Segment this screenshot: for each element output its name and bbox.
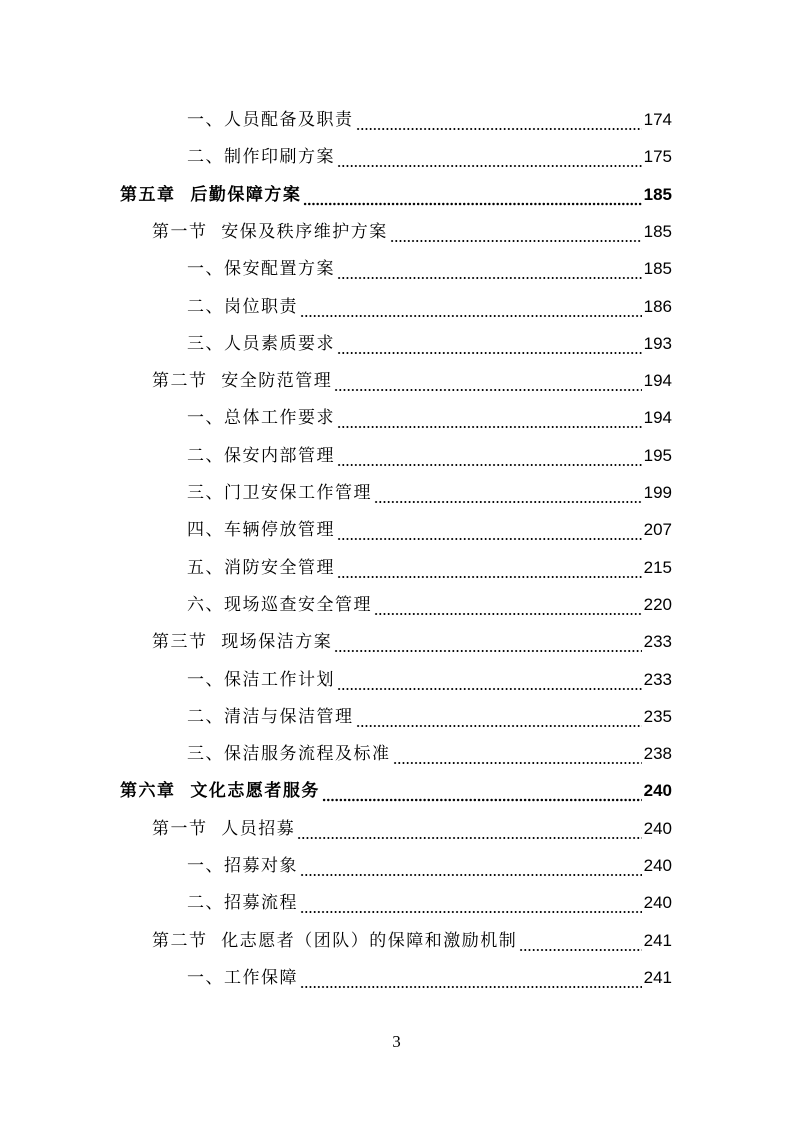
- toc-entry-title: 一、工作保障: [187, 967, 298, 988]
- toc-entry-page: 215: [643, 557, 672, 577]
- toc-entry-title: 四、车辆停放管理: [187, 520, 335, 541]
- dot-leader: [374, 482, 642, 504]
- toc-entry-item[interactable]: [187, 853, 672, 877]
- toc-entry-title: 第二节 化志愿者（团队）的保障和激励机制: [152, 930, 518, 951]
- dot-leader: [356, 109, 642, 131]
- toc-entry-page: 193: [643, 333, 672, 353]
- toc-entry-page: 207: [643, 520, 672, 540]
- toc-entry-title: 第二节 安全防范管理: [152, 371, 333, 392]
- toc-entry-title: 五、消防安全管理: [187, 557, 335, 578]
- dot-leader: [337, 258, 642, 280]
- toc-entry-page: 238: [643, 744, 672, 764]
- toc-entry-section[interactable]: [152, 928, 672, 952]
- toc-entry-item[interactable]: [187, 256, 672, 280]
- toc-entry-title: 一、人员配备及职责: [187, 110, 354, 130]
- toc-entry-title: 一、保洁工作计划: [187, 669, 335, 690]
- dot-leader: [393, 743, 642, 765]
- dot-leader: [374, 594, 642, 616]
- toc-entry-title: 三、保洁服务流程及标准: [187, 744, 391, 765]
- dot-leader: [356, 706, 642, 728]
- toc-entry-page: 233: [643, 669, 672, 689]
- toc-entry-title: 第六章 文化志愿者服务: [120, 781, 320, 802]
- toc-entry-item[interactable]: [187, 331, 672, 355]
- toc-entry-title: 一、招募对象: [187, 856, 298, 876]
- toc-entry-title: 三、人员素质要求: [187, 333, 335, 354]
- dot-leader: [337, 407, 642, 429]
- toc-entry-section[interactable]: [152, 219, 672, 243]
- toc-entry-item[interactable]: [187, 704, 672, 728]
- toc-entry-page: 240: [643, 818, 672, 838]
- dot-leader: [337, 519, 642, 541]
- dot-leader: [337, 333, 642, 355]
- toc-entry-title: 第五章 后勤保障方案: [120, 184, 302, 205]
- toc-entry-title: 第一节 安保及秩序维护方案: [152, 221, 388, 242]
- toc-entry-title: 二、清洁与保洁管理: [187, 706, 354, 727]
- dot-leader: [300, 296, 642, 318]
- toc-entry-page: 240: [643, 893, 672, 913]
- toc-entry-title: 第三节 现场保洁方案: [152, 632, 333, 653]
- toc-entry-section[interactable]: [152, 816, 672, 840]
- dot-leader: [300, 855, 642, 877]
- toc-entry-page: 240: [643, 781, 672, 801]
- toc-entry-title: 六、现场巡查安全管理: [187, 594, 372, 615]
- toc-entry-title: 第一节 人员招募: [152, 818, 296, 839]
- toc-entry-title: 一、保安配置方案: [187, 259, 335, 280]
- toc-entry-title: 一、总体工作要求: [187, 408, 335, 429]
- dot-leader: [334, 370, 641, 392]
- toc-entry-page: 199: [643, 483, 672, 502]
- toc-entry-page: 194: [643, 408, 672, 428]
- toc-entry-item[interactable]: [187, 592, 672, 616]
- toc-entry-item[interactable]: [187, 480, 672, 504]
- toc-entry-page: 241: [643, 930, 672, 950]
- toc-entry-item[interactable]: [187, 405, 672, 429]
- dot-leader: [390, 221, 642, 243]
- toc-entry-section[interactable]: [152, 629, 672, 653]
- toc-entry-page: 220: [643, 594, 672, 614]
- dot-leader: [337, 445, 642, 467]
- toc-entry-page: 174: [643, 110, 672, 129]
- toc-entry-item[interactable]: [187, 107, 672, 131]
- toc-entry-page: 185: [643, 221, 672, 241]
- toc-entry-item[interactable]: [187, 294, 672, 318]
- dot-leader: [337, 557, 642, 579]
- dot-leader: [334, 631, 641, 653]
- toc-entry-title: 二、制作印刷方案: [187, 147, 335, 168]
- dot-leader: [322, 780, 642, 802]
- toc-entry-section[interactable]: [152, 368, 672, 392]
- toc-entry-page: 195: [643, 445, 672, 465]
- toc-entry-page: 185: [643, 184, 672, 204]
- dot-leader: [300, 892, 642, 914]
- dot-leader: [337, 146, 642, 168]
- toc-entry-item[interactable]: [187, 443, 672, 467]
- toc-entry-chapter[interactable]: [120, 778, 672, 802]
- dot-leader: [303, 184, 641, 206]
- toc-entry-title: 二、岗位职责: [187, 296, 298, 317]
- toc-entry-item[interactable]: [187, 890, 672, 914]
- toc-entry-page: 185: [643, 259, 672, 279]
- dot-leader: [337, 669, 642, 691]
- toc-entry-page: 175: [643, 147, 672, 167]
- toc-entry-chapter[interactable]: [120, 182, 672, 206]
- toc-entry-page: 240: [643, 856, 672, 875]
- toc-entry-item[interactable]: [187, 555, 672, 579]
- dot-leader: [519, 930, 641, 952]
- toc-entry-item[interactable]: [187, 517, 672, 541]
- toc-entry-page: 233: [643, 632, 672, 652]
- dot-leader: [297, 818, 641, 840]
- toc-entry-page: 235: [643, 706, 672, 726]
- toc-entry-item[interactable]: [187, 741, 672, 765]
- toc-entry-item[interactable]: [187, 965, 672, 989]
- toc-entry-item[interactable]: [187, 667, 672, 691]
- toc-entry-title: 三、门卫安保工作管理: [187, 483, 372, 503]
- toc-entry-page: 241: [643, 967, 672, 987]
- toc-entry-page: 194: [643, 371, 672, 391]
- toc-entry-page: 186: [643, 296, 672, 316]
- page-number: 3: [392, 1032, 401, 1051]
- toc-entry-title: 二、保安内部管理: [187, 445, 335, 466]
- toc-entry-title: 二、招募流程: [187, 893, 298, 914]
- dot-leader: [300, 967, 642, 989]
- toc-entry-item[interactable]: [187, 144, 672, 168]
